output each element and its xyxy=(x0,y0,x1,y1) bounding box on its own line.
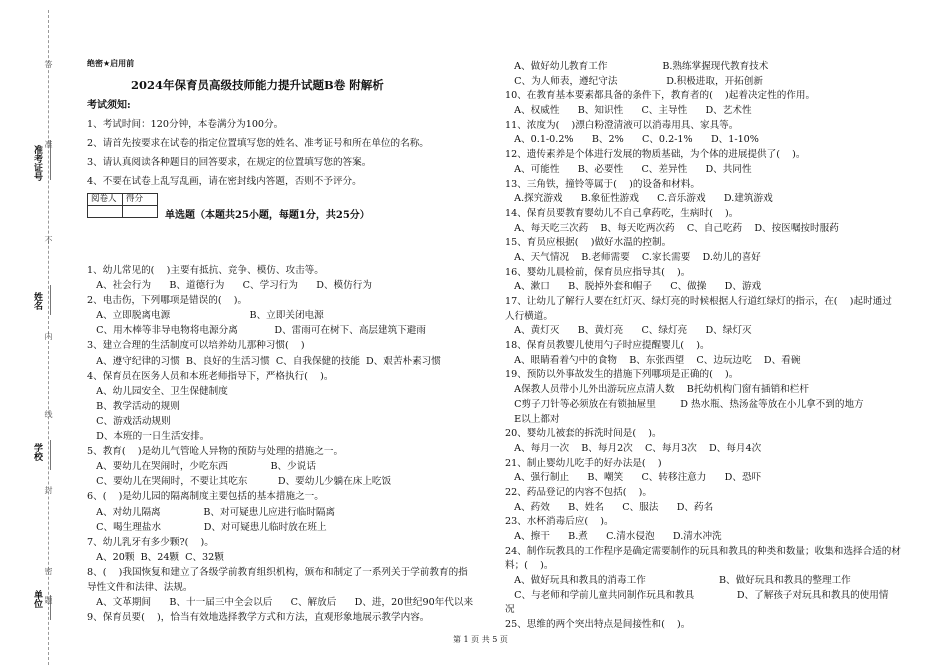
question-line: A、20颗 B、24颗 C、32颗 xyxy=(87,551,224,563)
score-table-header-grader: 阅卷人 xyxy=(88,194,123,206)
question-line: 导性文件和法律、法规。 xyxy=(87,581,193,593)
question-line: 11、浓度为( )漂白粉澄清液可以消毒用具、家具等。 xyxy=(505,119,739,131)
question-line: 20、婴幼儿被套的拆洗时间是( )。 xyxy=(505,428,662,440)
question-line: A、遵守纪律的习惯 B、良好的生活习惯 C、自我保健的技能 D、艰苦朴素习惯 xyxy=(87,355,441,367)
question-line: 况 xyxy=(505,604,515,616)
question-line: A、做好玩具和教具的消毒工作 B、做好玩具和教具的整理工作 xyxy=(505,575,851,587)
field-underline xyxy=(50,285,51,315)
page-footer: 第 1 页 共 5 页 xyxy=(453,635,508,644)
notice-item: 4、不要在试卷上乱写乱画，请在密封线内答题，否则不予评分。 xyxy=(87,176,362,187)
seal-mark: 内 xyxy=(44,332,53,340)
question-line: C、与老师和学前儿童共同制作玩具和教具 D、了解孩子对玩具和教具的使用情 xyxy=(505,589,889,601)
page-title: 2024年保育员高级技师能力提升试题B卷 附解析 xyxy=(131,78,384,92)
notice-item: 1、考试时间：120分钟，本卷满分为100分。 xyxy=(87,119,284,130)
secret-mark: 绝密★启用前 xyxy=(87,59,135,68)
question-line: A、要幼儿在哭闹时，少吃东西 B、少说话 xyxy=(87,461,316,473)
question-line: 13、三角铁，撞铃等属于( )的设备和材料。 xyxy=(505,178,700,190)
question-line: C、游戏活动规则 xyxy=(87,415,171,427)
question-line: A、眼睛看着勺中的食物 B、东张西望 C、边玩边吃 D、看碗 xyxy=(505,354,801,366)
question-line: 4、保育员在医务人员和本班老师指导下，严格执行( )。 xyxy=(87,370,334,382)
question-line: A、强行制止 B、嘲笑 C、转移注意力 D、恐吓 xyxy=(505,472,762,484)
question-line: 24、制作玩教具的工作程序是确定需要制作的玩具和教具的种类和数量；收集和选择合适的材 xyxy=(505,545,901,557)
question-line: C、要幼儿在哭闹时，不要让其吃东 D、要幼儿少躺在床上吃饭 xyxy=(87,476,392,488)
question-line: B、教学活动的规则 xyxy=(87,400,180,412)
question-line: D、本班的一日生活安排。 xyxy=(87,431,210,443)
question-line: 17、让幼儿了解行人要在红灯灭、绿灯亮的时候根据人行道红绿灯的指示，在( )起时通过 xyxy=(505,296,892,307)
question-line: 1、幼儿常见的( )主要有抵抗、竞争、模仿、攻击等。 xyxy=(87,265,324,276)
score-table-header-score: 得分 xyxy=(123,194,158,206)
seal-mark: 线 xyxy=(44,410,53,418)
question-line: 10、在教育基本要素都具备的条件下，教育者的( )起着决定性的作用。 xyxy=(505,90,816,102)
unit-label: 单位 xyxy=(32,590,42,608)
question-line: A、权威性 B、知识性 C、主导性 D、艺术性 xyxy=(505,105,752,117)
seal-mark: 封 xyxy=(44,486,53,494)
question-line: A保教人员带小儿外出游玩应点清人数 B托幼机构门窗有插销和栏杆 xyxy=(505,384,809,396)
question-line: A、每天吃三次药 B、每天吃两次药 C、自己吃药 D、按医嘱按时服药 xyxy=(505,222,839,234)
question-line: A、漱口 B、脱掉外套和帽子 C、做操 D、游戏 xyxy=(505,281,762,293)
question-line: 8、( )我国恢复和建立了各级学前教育组织机构，颁布和制定了一系列关于学前教育的指 xyxy=(87,566,468,578)
question-line: 3、建立合理的生活制度可以培养幼儿那种习惯( ) xyxy=(87,340,305,352)
score-table-cell-score[interactable] xyxy=(123,206,158,218)
question-line: 18、保育员教婴儿使用勺子时应提醒婴儿( )。 xyxy=(505,340,710,352)
notice-item: 3、请认真阅读各种题目的回答要求，在规定的位置填写您的答案。 xyxy=(87,157,372,168)
question-line: A、做好幼儿教育工作 B.熟练掌握现代教育技术 xyxy=(505,61,769,72)
question-line: 5、教育( )是幼儿气管呛人异物的预防与处理的措施之一。 xyxy=(87,446,344,458)
right-question-column xyxy=(505,62,901,635)
name-label: 姓名 xyxy=(32,292,42,310)
seal-mark: 准 xyxy=(44,140,53,148)
question-line: E以上都对 xyxy=(505,413,560,425)
notice-heading: 考试须知: xyxy=(87,100,131,111)
seal-mark: 不 xyxy=(44,236,53,244)
question-line: 22、药品登记的内容不包括( )。 xyxy=(505,486,653,498)
question-line: 19、预防以外事故发生的措施下列哪项是正确的( )。 xyxy=(505,369,739,381)
question-line: 12、遗传素养是个体进行发展的物质基础，为个体的进展提供了( )。 xyxy=(505,149,806,161)
question-line: C剪子刀针等必须放在有锁抽屉里 D 热水瓶、热汤盆等放在小儿拿不到的地方 xyxy=(505,398,864,410)
question-line: A、天气情况 B.老师需要 C.家长需要 D.幼儿的喜好 xyxy=(505,251,761,263)
question-line: C、用木棒等非导电物将电源分离 D、雷雨可在树下、高层建筑下避雨 xyxy=(87,325,426,337)
seal-mark: 密 xyxy=(44,567,53,575)
question-line: A、对幼儿隔离 B、对可疑患儿应进行临时隔离 xyxy=(87,506,336,518)
question-line: 人行横道。 xyxy=(505,310,553,322)
question-line: 21、制止婴幼儿吃手的好办法是( ) xyxy=(505,457,662,469)
question-line: 料；( )。 xyxy=(505,560,554,572)
question-line: A、幼儿园安全、卫生保健制度 xyxy=(87,385,228,397)
school-label: 学校 xyxy=(32,443,42,461)
seal-mark: 题 xyxy=(44,596,53,604)
section-title: 单选题（本题共25小题，每题1分，共25分） xyxy=(165,210,370,221)
exam-id-label: 准考证号 xyxy=(32,145,42,181)
question-line: A、文革期间 B、十一届三中全会以后 C、解放后 D、进，20世纪90年代以来 xyxy=(87,597,474,609)
question-line: A、黄灯灭 B、黄灯亮 C、绿灯亮 D、绿灯灭 xyxy=(505,325,752,337)
question-line: 2、电击伤，下列哪项是错误的( )。 xyxy=(87,295,248,307)
question-line: A、0.1-0.2% B、2% C、0.2-1% D、1-10% xyxy=(505,134,759,146)
field-underline xyxy=(50,440,51,470)
question-line: A、擦干 B.煮 C.清水侵泡 D.清水冲洗 xyxy=(505,531,722,542)
score-table xyxy=(87,193,158,218)
question-line: 16、婴幼儿晨检前，保育员应指导其( )。 xyxy=(505,266,691,278)
question-line: A、药效 B、姓名 C、服法 D、药名 xyxy=(505,501,714,513)
question-line: A、可能性 B、必要性 C、差异性 D、共同性 xyxy=(505,163,752,175)
question-line: 14、保育员要教育婴幼儿不自己拿药吃，生病时( )。 xyxy=(505,207,739,219)
question-line: A、立即脱离电源 B、立即关闭电源 xyxy=(87,310,324,322)
question-line: C、为人师表，遵纪守法 D.积极进取，开拓创新 xyxy=(505,75,763,87)
question-line: C、喝生理盐水 D、对可疑患儿临时放在班上 xyxy=(87,521,327,533)
question-line: A、每月一次 B、每月2次 C、每月3次 D、每月4次 xyxy=(505,442,762,454)
question-line: 25、思维的两个突出特点是间接性和( )。 xyxy=(505,619,691,631)
question-line: A.探究游戏 B.象征性游戏 C.音乐游戏 D.建筑游戏 xyxy=(505,193,773,205)
question-line: 7、幼儿乳牙有多少颗?( )。 xyxy=(87,536,214,548)
question-line: 15、育员应根据( )做好水温的控制。 xyxy=(505,237,672,249)
question-line: 23、水杯消毒后应( )。 xyxy=(505,516,614,528)
seal-mark: 答 xyxy=(44,60,53,68)
question-line: A、社会行为 B、道德行为 C、学习行为 D、模仿行为 xyxy=(87,280,372,292)
score-table-cell-grader[interactable] xyxy=(88,206,123,218)
question-line: 6、( )是幼儿园的隔离制度主要包括的基本措施之一。 xyxy=(87,491,324,503)
left-question-column xyxy=(87,266,473,628)
question-line: 9、保育员要( )，恰当有效地选择教学方式和方法，直观形象地展示教学内容。 xyxy=(87,612,430,624)
notice-item: 2、请首先按要求在试卷的指定位置填写您的姓名、准考证号和所在单位的名称。 xyxy=(87,138,429,149)
